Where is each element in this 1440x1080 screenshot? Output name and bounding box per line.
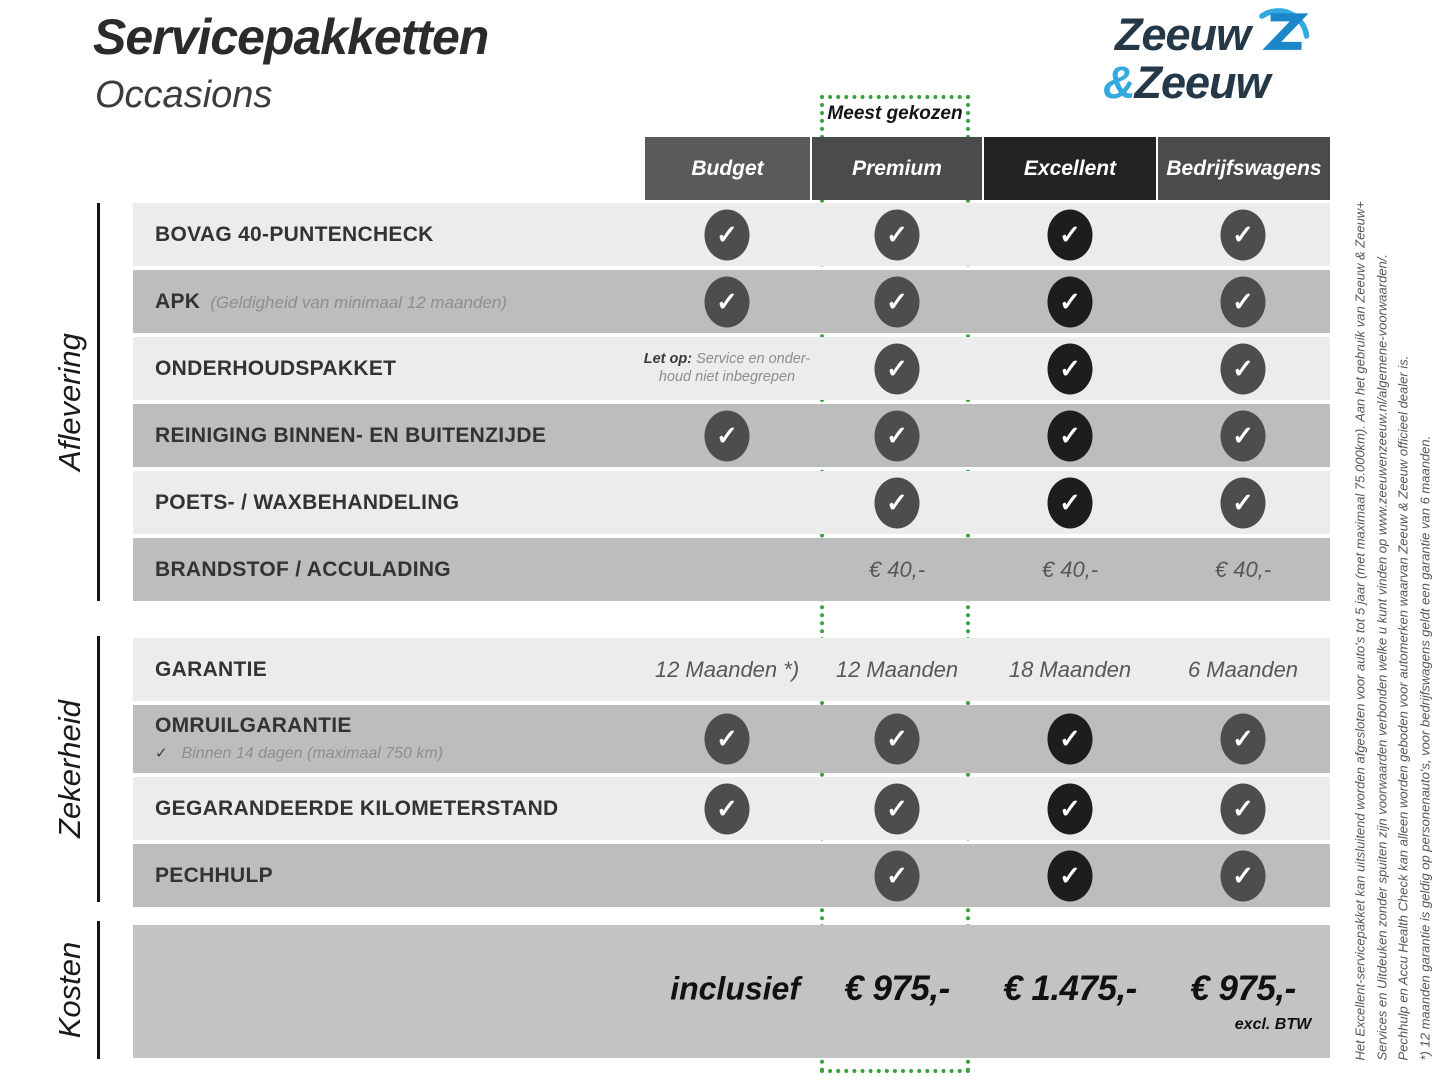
check-icon: ✓ <box>1221 343 1266 394</box>
check-icon: ✓ <box>875 276 920 327</box>
table-row <box>133 471 1330 534</box>
kosten-row <box>133 925 1330 1058</box>
kosten-bedrijfswagens-price: € 975,- <box>1190 968 1296 1008</box>
logo-line-2 <box>1103 57 1314 108</box>
comparison-table <box>133 203 1330 911</box>
column-header-budget: Budget <box>645 137 810 200</box>
terms-fine-print <box>1350 116 1438 1061</box>
row-label: GEGARANDEERDE KILOMETERSTAND <box>155 796 559 820</box>
small-check-icon: ✓ <box>155 745 168 762</box>
check-icon: ✓ <box>875 477 920 528</box>
check-icon: ✓ <box>875 410 920 461</box>
cell-value: 12 Maanden <box>835 656 959 682</box>
check-icon: ✓ <box>875 783 920 834</box>
check-icon: ✓ <box>1048 410 1093 461</box>
check-icon: ✓ <box>1048 343 1093 394</box>
table-row <box>133 203 1330 266</box>
cell-note: Let op: Service en onder- houd niet inbegrepen <box>643 350 811 386</box>
row-label: APK (Geldigheid van minimaal 12 maanden) <box>155 289 507 313</box>
row-label: BOVAG 40-PUNTENCHECK <box>155 222 434 246</box>
fine-print-line: Services en Uitdeuken zonder spuiten zijn voorwaarden verbonden welke u kunt vinden op www.zeeuwenzeeuw.nl/algemene-voorwaarden/. <box>1374 254 1389 1061</box>
section-label-kosten: Kosten <box>52 941 87 1039</box>
check-icon: ✓ <box>1221 850 1266 901</box>
excl-btw-note: excl. BTW <box>1234 1016 1312 1033</box>
cell-value: € 40,- <box>1214 556 1272 582</box>
table-row <box>133 538 1330 601</box>
check-icon: ✓ <box>1048 783 1093 834</box>
fine-print-line: Pechhulp en Accu Health Check kan alleen worden geboden voor automerken waarvan Zeeuw & Zeeuw officieel dealer is. <box>1395 355 1411 1061</box>
check-icon: ✓ <box>1221 276 1266 327</box>
aflevering-section-line <box>97 203 100 601</box>
check-icon: ✓ <box>1221 410 1266 461</box>
check-icon: ✓ <box>1221 477 1266 528</box>
table-row <box>133 638 1330 701</box>
check-icon: ✓ <box>705 714 750 765</box>
cell-value: € 40,- <box>1041 556 1099 582</box>
fine-print-line: *) 12 maanden garantie is geldig op personenauto's, voor bedrijfswagens geldt een garantie van 6 maanden. <box>1417 435 1432 1061</box>
logo-line-1 <box>1115 6 1314 62</box>
zekerheid-section-line <box>97 636 100 902</box>
cell-value: 12 Maanden *) <box>654 656 800 682</box>
column-header-bedrijfswagens: Bedrijfswagens <box>1158 137 1330 200</box>
row-label: ONDERHOUDSPAKKET <box>155 356 397 380</box>
check-icon: ✓ <box>1048 714 1093 765</box>
table-row <box>133 337 1330 400</box>
fine-print-line: Het Excellent-servicepakket kan uitsluitend worden afgesloten voor auto's tot 5 jaar (met maximaal 75.000km). Aan het gebruik van Zeeuw & Zeeuw+ <box>1352 201 1368 1061</box>
z-swoosh-icon <box>1252 0 1314 62</box>
column-header-excellent: Excellent <box>984 137 1156 200</box>
check-icon: ✓ <box>875 714 920 765</box>
kosten-section-line <box>97 921 100 1059</box>
row-label: POETS- / WAXBEHANDELING <box>155 490 460 514</box>
row-label: BRANDSTOF / ACCULADING <box>155 557 451 581</box>
kosten-budget-value: inclusief <box>670 970 800 1007</box>
row-label: OMRUILGARANTIE <box>155 714 352 737</box>
check-icon: ✓ <box>1221 783 1266 834</box>
check-icon: ✓ <box>875 343 920 394</box>
table-row <box>133 844 1330 907</box>
cell-value: 6 Maanden <box>1187 656 1299 682</box>
table-row <box>133 404 1330 467</box>
row-label: REINIGING BINNEN- EN BUITENZIJDE <box>155 423 547 447</box>
kosten-excellent-price: € 1.475,- <box>1003 968 1137 1008</box>
check-icon: ✓ <box>705 209 750 260</box>
check-icon: ✓ <box>705 276 750 327</box>
meest-gekozen-label: Meest gekozen <box>827 103 963 124</box>
check-icon: ✓ <box>875 850 920 901</box>
check-icon: ✓ <box>705 783 750 834</box>
check-icon: ✓ <box>1221 714 1266 765</box>
logo-word-zeeuw-2: Zeeuw <box>1134 57 1270 108</box>
page-title: Servicepakketten <box>93 9 489 65</box>
check-icon: ✓ <box>705 410 750 461</box>
section-label-zekerheid: Zekerheid <box>52 700 87 838</box>
page-subtitle: Occasions <box>95 74 273 116</box>
cell-value: € 40,- <box>868 556 926 582</box>
check-icon: ✓ <box>875 209 920 260</box>
row-label: PECHHULP <box>155 863 273 887</box>
row-sub-note: ✓ Binnen 14 dagen (maximaal 750 km) <box>155 745 444 762</box>
row-label-note: (Geldigheid van minimaal 12 maanden) <box>210 292 507 312</box>
section-gap <box>133 605 1330 638</box>
table-row <box>133 270 1330 333</box>
check-icon: ✓ <box>1048 209 1093 260</box>
table-row <box>133 777 1330 840</box>
column-header-premium: Premium <box>812 137 982 200</box>
logo-word-zeeuw: Zeeuw <box>1115 8 1251 60</box>
kosten-premium-price: € 975,- <box>844 968 950 1008</box>
zeeuw-en-zeeuw-logo <box>1103 6 1314 108</box>
check-icon: ✓ <box>1048 850 1093 901</box>
section-label-aflevering: Aflevering <box>52 333 87 471</box>
row-label: GARANTIE <box>155 657 268 681</box>
cell-value: 18 Maanden <box>1008 656 1132 682</box>
check-icon: ✓ <box>1048 477 1093 528</box>
logo-ampersand: & <box>1103 57 1135 108</box>
check-icon: ✓ <box>1048 276 1093 327</box>
check-icon: ✓ <box>1221 209 1266 260</box>
table-row <box>133 705 1330 773</box>
